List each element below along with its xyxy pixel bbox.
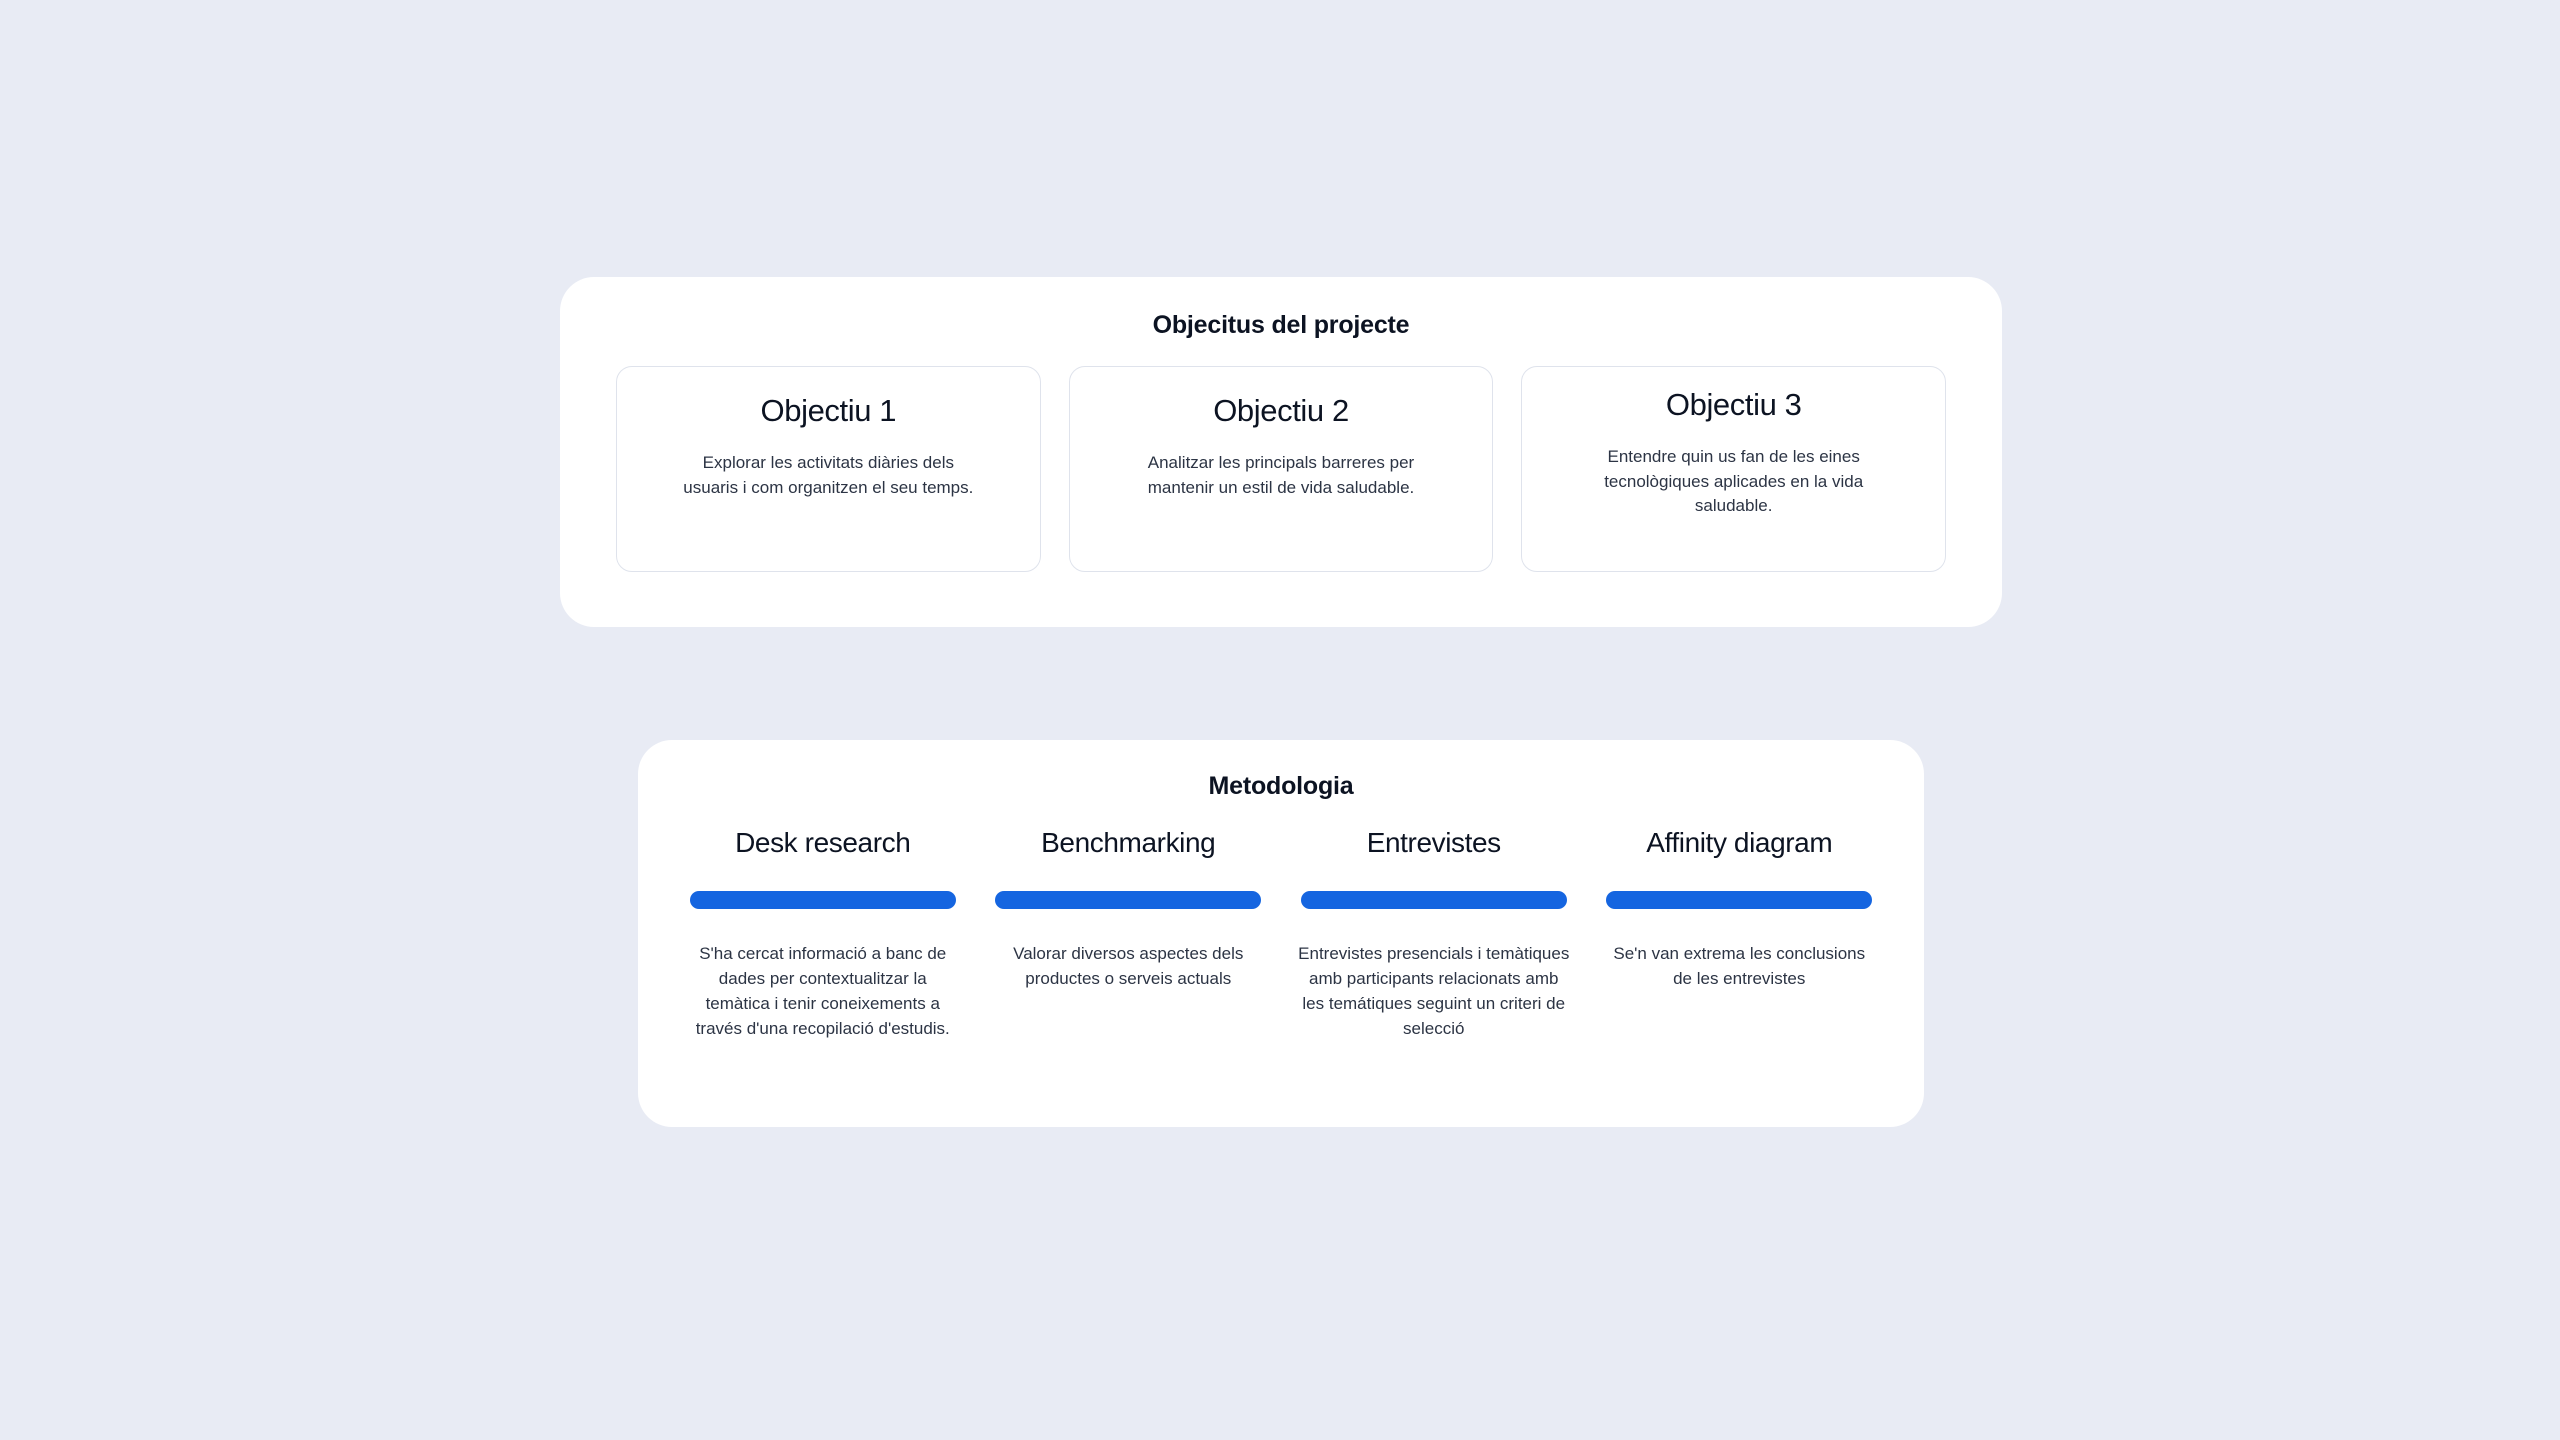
- methodology-panel: [638, 740, 1924, 1127]
- methodology-column-1-description: S'ha cercat informació a banc de dades per contextualitzar la temàtica i tenir coneixements a través d'una recopilació d'estudis.: [695, 944, 950, 1039]
- objective-card-2-title: Objectiu 2: [1213, 393, 1349, 428]
- objective-card-2: [1069, 366, 1494, 572]
- methodology-column-2-bar: [995, 891, 1261, 909]
- methodology-column-desk-research: [678, 827, 968, 1042]
- methodology-column-3-bar: [1301, 891, 1567, 909]
- objective-card-2-description: Analitzar les principals barreres per mantenir un estil de vida saludable.: [1147, 453, 1415, 497]
- methodology-column-1-bar: [690, 891, 956, 909]
- methodology-column-4-description: Se'n van extrema les conclusions de les entrevistes: [1613, 944, 1866, 989]
- methodology-column-4-bar: [1606, 891, 1872, 909]
- methodology-column-1-title: Desk research: [735, 827, 911, 858]
- objective-card-3-description: Entendre quin us fan de les eines tecnològiques aplicades en la vida saludable.: [1604, 447, 1864, 516]
- methodology-panel-title: Metodologia: [1208, 772, 1354, 800]
- objective-card-1: [616, 366, 1041, 572]
- objectives-panel: [560, 277, 2002, 627]
- objective-card-1-title: Objectiu 1: [760, 393, 897, 428]
- methodology-column-2-description: Valorar diversos aspectes dels productes o serveis actuals: [1013, 944, 1244, 989]
- methodology-column-3-description: Entrevistes presencials i temàtiques amb participants relacionats amb les temátiques seguint un criteri de selecció: [1298, 944, 1570, 1039]
- objective-card-1-description: Explorar les activitats diàries dels usuaris i com organitzen el seu temps.: [683, 453, 974, 497]
- methodology-column-3-title: Entrevistes: [1366, 827, 1501, 858]
- methodology-column-affinity-diagram: [1595, 827, 1885, 1042]
- objectives-panel-title: Objecitus del projecte: [1152, 311, 1410, 339]
- methodology-column-entrevistes: [1289, 827, 1579, 1042]
- methodology-column-benchmarking: [984, 827, 1274, 1042]
- methodology-column-4-title: Affinity diagram: [1646, 827, 1833, 858]
- objective-card-3: [1521, 366, 1946, 572]
- objective-card-3-title: Objectiu 3: [1665, 387, 1802, 422]
- methodology-column-2-title: Benchmarking: [1041, 827, 1216, 858]
- objectives-card-row: [616, 366, 1946, 572]
- methodology-column-row: [678, 827, 1884, 1042]
